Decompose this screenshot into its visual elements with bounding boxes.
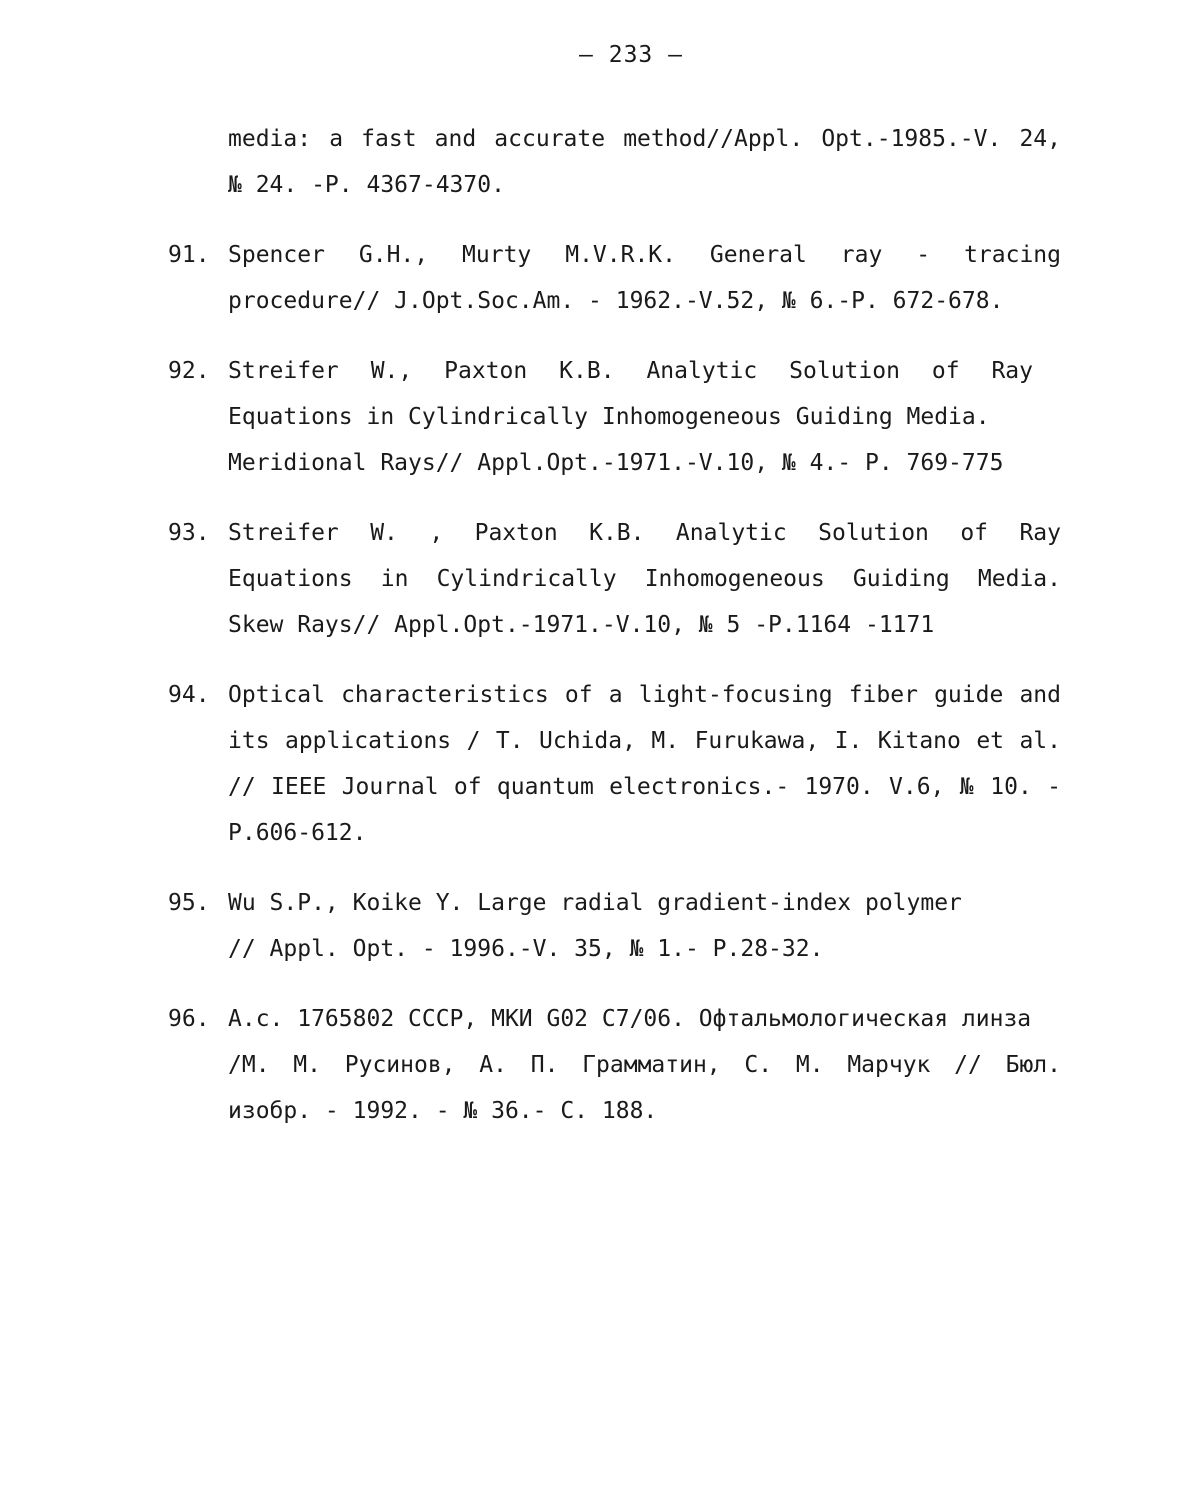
reference-line: Skew Rays// Appl.Opt.-1971.-V.10, № 5 -P.1164 -1171 — [228, 612, 935, 638]
reference-item-91 — [168, 232, 1068, 324]
reference-line: // IEEE Journal of quantum electronics.- 1970. V.6, № 10. - — [228, 774, 1061, 800]
reference-line: Optical characteristics of a light-focusing fiber guide and — [228, 682, 1061, 708]
reference-list — [168, 116, 1068, 1158]
reference-number: 92. — [168, 358, 210, 384]
reference-item-92 — [168, 348, 1068, 486]
reference-line: № 24. -P. 4367-4370. — [228, 172, 505, 198]
reference-line: P.606-612. — [228, 820, 367, 846]
reference-line: Equations in Cylindrically Inhomogeneous Guiding Media. — [228, 566, 1061, 592]
reference-line: media: a fast and accurate method//Appl. Opt.-1985.-V. 24, — [228, 126, 1061, 152]
reference-line: Streifer W. , Paxton K.B. Analytic Solution of Ray — [228, 520, 1061, 546]
reference-item-94 — [168, 672, 1068, 856]
reference-number: 95. — [168, 890, 210, 916]
reference-number: 94. — [168, 682, 210, 708]
reference-number: 93. — [168, 520, 210, 546]
reference-item-93 — [168, 510, 1068, 648]
reference-line: procedure// J.Opt.Soc.Am. - 1962.-V.52, № 6.-P. 672-678. — [228, 288, 1004, 314]
reference-number: 91. — [168, 242, 210, 268]
reference-item-95 — [168, 880, 1068, 972]
reference-item-96 — [168, 996, 1068, 1134]
reference-line: Wu S.P., Koike Y. Large radial gradient-index polymer — [228, 890, 962, 916]
page-number: – 233 – — [579, 42, 683, 68]
reference-line: Equations in Cylindrically Inhomogeneous Guiding Media. — [228, 404, 990, 430]
reference-line: Meridional Rays// Appl.Opt.-1971.-V.10, № 4.- P. 769-775 — [228, 450, 1004, 476]
reference-line: A.c. 1765802 СССР, МКИ G02 C7/06. Офтальмологическая линза — [228, 1006, 1032, 1032]
reference-line: /М. М. Русинов, А. П. Грамматин, С. М. Марчук // Бюл. — [228, 1052, 1061, 1078]
reference-line: // Appl. Opt. - 1996.-V. 35, № 1.- P.28-32. — [228, 936, 824, 962]
reference-continuation — [168, 116, 1068, 208]
reference-line: its applications / T. Uchida, M. Furukawa, I. Kitano et al. — [228, 728, 1061, 754]
reference-number: 96. — [168, 1006, 210, 1032]
reference-line: изобр. - 1992. - № 36.- С. 188. — [228, 1098, 658, 1124]
reference-line: Streifer W., Paxton K.B. Analytic Solution of Ray — [228, 358, 1033, 384]
reference-line: Spencer G.H., Murty M.V.R.K. General ray - tracing — [228, 242, 1061, 268]
